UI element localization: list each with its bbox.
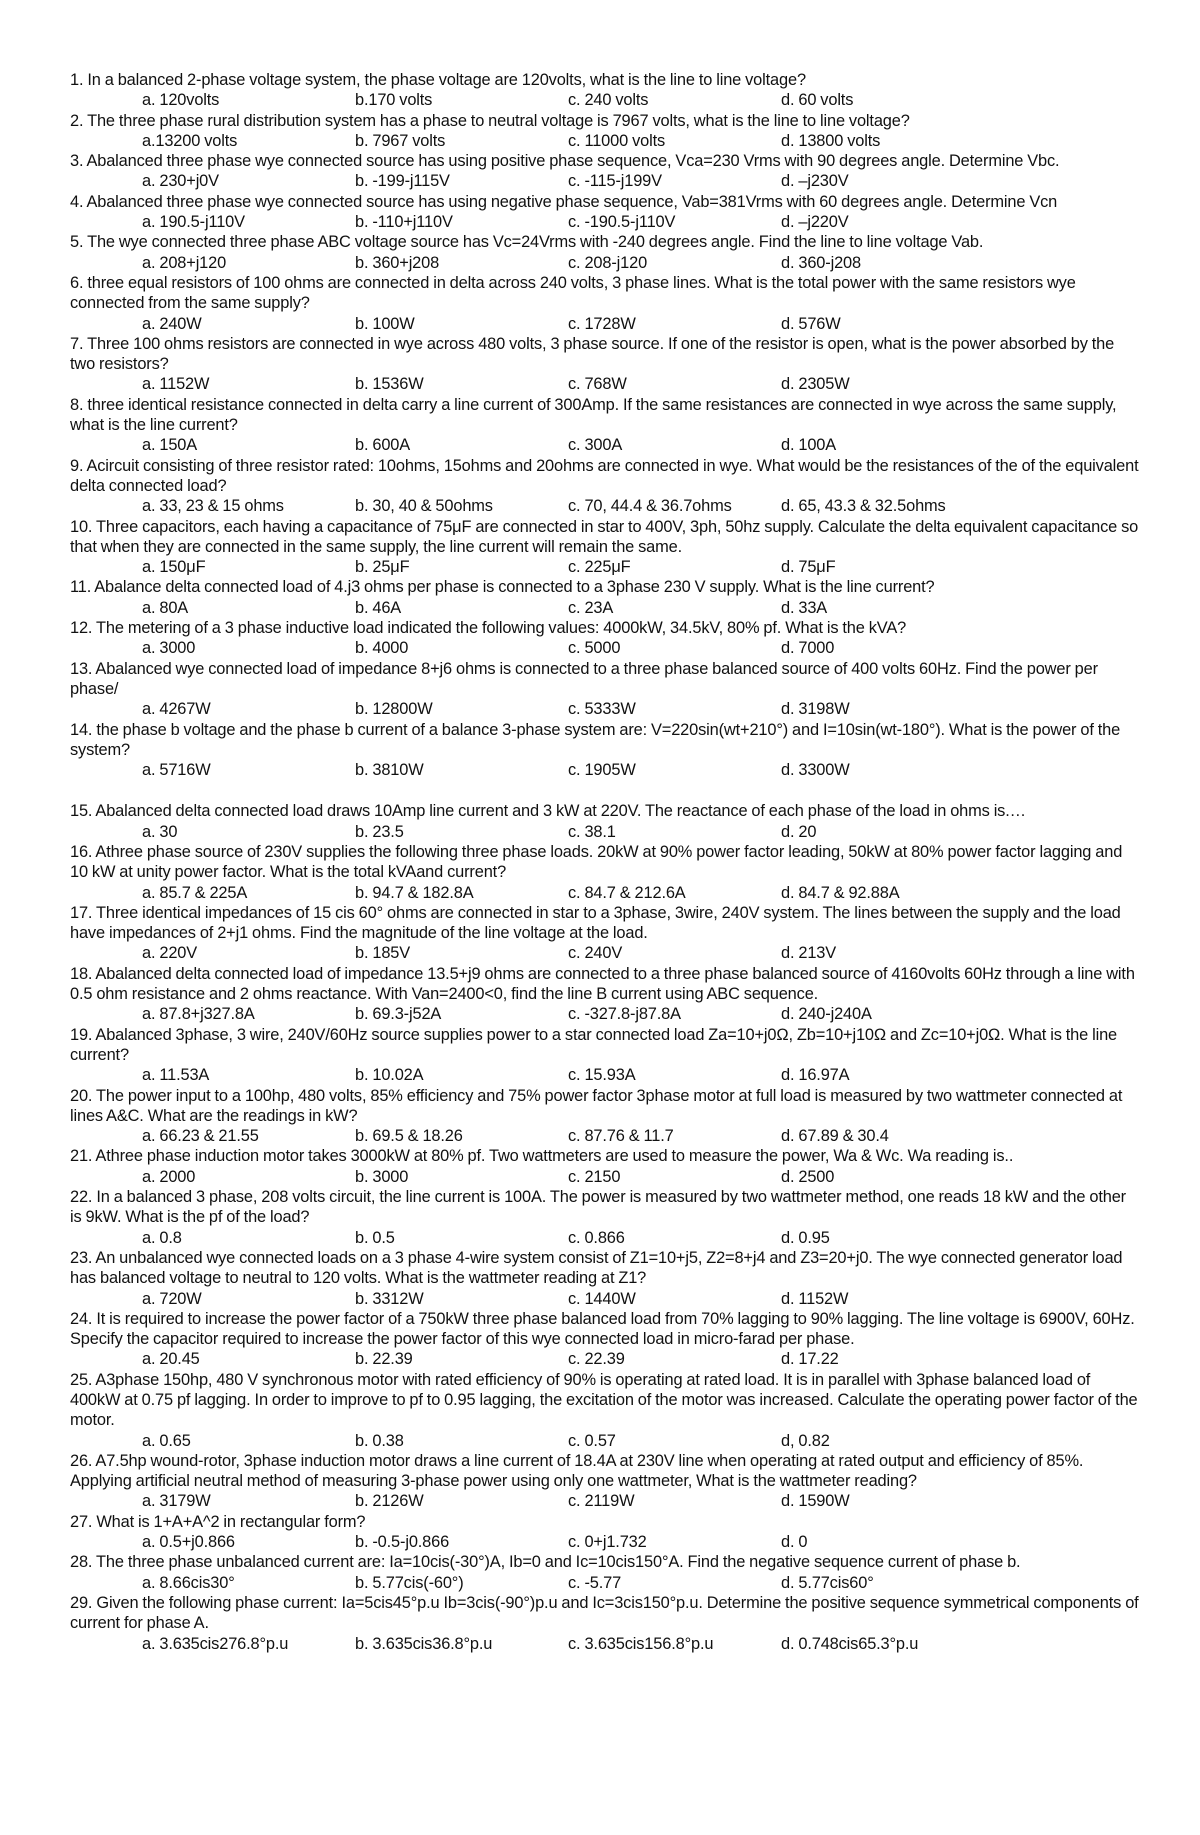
answer-choice-b: b. 10.02A: [355, 1066, 424, 1085]
answer-choice-a: a. 80A: [142, 598, 189, 617]
answer-choice-c: c. -5.77: [568, 1573, 622, 1592]
answer-choice-c: c. 208-j120: [568, 253, 648, 272]
answer-choice-d: d. 60 volts: [781, 91, 854, 110]
answer-choice-b: b. 3312W: [355, 1289, 424, 1308]
answer-choice-a: a. 0.5+j0.866: [142, 1533, 235, 1552]
answer-choice-a: a. 120volts: [142, 91, 220, 110]
answer-choice-d: d. 213V: [781, 944, 837, 963]
question-text: 3. Abalanced three phase wye connected source has using positive phase sequence, Vca=230 Vrms with 90 degrees angle. Determine Vbc.: [70, 152, 1060, 171]
answer-choices: [70, 1167, 1140, 1187]
answer-choice-b: b.170 volts: [355, 91, 433, 110]
question-text: 22. In a balanced 3 phase, 208 volts circuit, the line current is 100A. The power is measured by two wattmeter method, one reads 18 kW and the other is 9kW. What is the pf of the load?: [70, 1188, 1126, 1227]
answer-choices: [70, 374, 1140, 394]
answer-choices: [70, 760, 1140, 780]
question-sheet: [70, 70, 1140, 1654]
question-item: [70, 964, 1140, 1025]
question-item: [70, 1370, 1140, 1451]
answer-choice-b: b. 0.38: [355, 1431, 404, 1450]
answer-choices: [70, 557, 1140, 577]
question-text: 21. Athree phase induction motor takes 3000kW at 80% pf. Two wattmeters are used to measure the power, Wa & Wc. Wa reading is..: [70, 1147, 1014, 1166]
answer-choice-a: a. 0.8: [142, 1228, 182, 1247]
question-text: 27. What is 1+A+A^2 in rectangular form?: [70, 1512, 366, 1531]
question-item: [70, 1451, 1140, 1512]
question-text: 10. Three capacitors, each having a capacitance of 75μF are connected in star to 400V, 3ph, 50hz supply. Calculate the delta equivalent capacitance so that when they are connected in the same supply, the line current will remain the same.: [70, 517, 1139, 556]
answer-choice-d: d. 1590W: [781, 1492, 850, 1511]
answer-choice-d: d. 33A: [781, 598, 828, 617]
answer-choices: [70, 1431, 1140, 1451]
answer-choice-b: b. 69.3-j52A: [355, 1005, 442, 1024]
answer-choice-d: d. 0.95: [781, 1228, 830, 1247]
answer-choice-b: b. 94.7 & 182.8A: [355, 883, 474, 902]
question-text: 12. The metering of a 3 phase inductive load indicated the following values: 4000kW, 34.5kV, 80% pf. What is the kVA?: [70, 619, 907, 638]
answer-choice-c: c. 0+j1.732: [568, 1533, 647, 1552]
answer-choice-b: b. 100W: [355, 314, 415, 333]
question-text: 20. The power input to a 100hp, 480 volts, 85% efficiency and 75% power factor 3phase motor at full load is measured by two wattmeter connected at lines A&C. What are the readings in kW?: [70, 1086, 1123, 1125]
question-text: 28. The three phase unbalanced current are: Ia=10cis(-30°)A, Ib=0 and Ic=10cis150°A. Find the negative sequence current of phase b.: [70, 1553, 1021, 1572]
answer-choice-b: b. 3.635cis36.8°p.u: [355, 1634, 493, 1653]
answer-choice-a: a. 2000: [142, 1167, 196, 1186]
answer-choices: [70, 638, 1140, 658]
answer-choice-a: a. 3179W: [142, 1492, 211, 1511]
answer-choice-c: c. -327.8-j87.8A: [568, 1005, 681, 1024]
question-text: 8. three identical resistance connected in delta carry a line current of 300Amp. If the same resistances are connected in wye across the same supply, what is the line current?: [70, 395, 1117, 435]
answer-choices: [70, 171, 1140, 191]
answer-choice-a: a. 0.65: [142, 1431, 191, 1450]
question-item: [70, 720, 1140, 781]
answer-choices: [70, 314, 1140, 334]
answer-choice-d: d. 67.89 & 30.4: [781, 1127, 889, 1146]
question-item: [70, 1309, 1140, 1370]
answer-choice-d: d. 1152W: [781, 1289, 849, 1308]
answer-choice-a: a. 240W: [142, 314, 202, 333]
answer-choice-d: d. 576W: [781, 314, 841, 333]
question-item: [70, 517, 1140, 578]
answer-choice-d: d. 360-j208: [781, 253, 861, 272]
answer-choices: [70, 253, 1140, 273]
answer-choice-a: a. 30: [142, 822, 178, 841]
question-item: [70, 1025, 1140, 1086]
answer-choice-d: d. 2500: [781, 1167, 835, 1186]
answer-choice-c: c. 15.93A: [568, 1066, 636, 1085]
question-item: [70, 334, 1140, 395]
answer-choice-c: c. 22.39: [568, 1350, 625, 1369]
question-item: [70, 456, 1140, 517]
answer-choice-c: c. 0.57: [568, 1431, 616, 1450]
answer-choice-b: b. 23.5: [355, 822, 404, 841]
answer-choices: [70, 943, 1140, 963]
answer-choice-d: d. 5.77cis60°: [781, 1573, 874, 1592]
answer-choice-a: a. 4267W: [142, 700, 211, 719]
answer-choices: [70, 1289, 1140, 1309]
answer-choices: [70, 883, 1140, 903]
answer-choice-d: d. 3300W: [781, 761, 850, 780]
answer-choices: [70, 1228, 1140, 1248]
answer-choices: [70, 1126, 1140, 1146]
answer-choice-a: a. 3000: [142, 639, 196, 658]
question-item: [70, 842, 1140, 903]
answer-choice-a: a. 5716W: [142, 761, 211, 780]
answer-choices: [70, 598, 1140, 618]
question-text: 19. Abalanced 3phase, 3 wire, 240V/60Hz source supplies power to a star connected load Za=10+j0Ω, Zb=10+j10Ω and Zc=10+j0Ω. What is the line current?: [70, 1025, 1118, 1064]
answer-choice-d: d. 20: [781, 822, 817, 841]
answer-choices: [70, 496, 1140, 516]
answer-choice-d: d. 16.97A: [781, 1066, 850, 1085]
answer-choice-b: b. 600A: [355, 436, 411, 455]
answer-choice-b: b. 3810W: [355, 761, 424, 780]
question-item: [70, 1086, 1140, 1147]
answer-choice-d: d. 0.748cis65.3°p.u: [781, 1634, 919, 1653]
answer-choice-b: b. -0.5-j0.866: [355, 1533, 450, 1552]
question-item: [70, 1512, 1140, 1553]
answer-choices: [70, 1491, 1140, 1511]
question-item: [70, 151, 1140, 192]
answer-choice-c: c. 23A: [568, 598, 614, 617]
answer-choices: [70, 699, 1140, 719]
answer-choice-b: b. 185V: [355, 944, 411, 963]
answer-choice-c: c. 768W: [568, 375, 627, 394]
answer-choices: [70, 822, 1140, 842]
answer-choice-c: c. 240V: [568, 944, 623, 963]
question-item: [70, 577, 1140, 618]
question-item: [70, 659, 1140, 720]
answer-choice-a: a. 20.45: [142, 1350, 200, 1369]
answer-choice-a: a.13200 volts: [142, 131, 238, 150]
answer-choice-c: c. -190.5-j110V: [568, 213, 676, 232]
answer-choice-a: a. 1152W: [142, 375, 210, 394]
answer-choice-b: b. 3000: [355, 1167, 409, 1186]
question-item: [70, 903, 1140, 964]
answer-choice-b: b. 46A: [355, 598, 402, 617]
question-text: 16. Athree phase source of 230V supplies the following three phase loads. 20kW at 90% power factor leading, 50kW at 80% power factor lagging and 10 kW at unity power factor. What is the total kVAand current?: [70, 842, 1123, 882]
answer-choice-d: d. 7000: [781, 639, 835, 658]
answer-choices: [70, 1349, 1140, 1369]
answer-choice-c: c. 5000: [568, 639, 621, 658]
question-item: [70, 395, 1140, 456]
answer-choice-d: d. 13800 volts: [781, 131, 881, 150]
answer-choices: [70, 212, 1140, 232]
answer-choice-c: c. 225μF: [568, 558, 631, 577]
answer-choice-d: d, 0.82: [781, 1431, 830, 1450]
question-item: [70, 618, 1140, 659]
question-text: 25. A3phase 150hp, 480 V synchronous motor with rated efficiency of 90% is operating at rated load. It is in parallel with 3phase balanced load of 400kW at 0.75 pf lagging. In order to improve to pf to 0.95 lagging, the excitation of the motor was increased. Calculate the operating power factor of the motor.: [70, 1370, 1138, 1430]
answer-choices: [70, 1573, 1140, 1593]
question-text: 17. Three identical impedances of 15 cis 60° ohms are connected in star to a 3phase, 3wire, 240V system. The lines between the supply and the load have impedances of 2+j1 ohms. Find the magnitude of the line voltage at the load.: [70, 903, 1121, 943]
answer-choice-a: a. 150A: [142, 436, 198, 455]
question-text: 4. Abalanced three phase wye connected source has using negative phase sequence, Vab=381Vrms with 60 degrees angle. Determine Vcn: [70, 192, 1058, 211]
answer-choice-a: a. 85.7 & 225A: [142, 883, 248, 902]
question-item: [70, 70, 1140, 111]
answer-choice-b: b. 4000: [355, 639, 409, 658]
question-item: [70, 1146, 1140, 1187]
question-text: 26. A7.5hp wound-rotor, 3phase induction motor draws a line current of 18.4A at 230V line when operating at rated output and efficiency of 85%. Applying artificial neutral method of measuring 3-phase power using only one wattmeter, What is the wattmeter reading?: [70, 1451, 1084, 1491]
question-text: 2. The three phase rural distribution system has a phase to neutral voltage is 7967 volts, what is the line to line voltage?: [70, 111, 910, 130]
answer-choice-b: b. 22.39: [355, 1350, 413, 1369]
answer-choice-b: b. 5.77cis(-60°): [355, 1573, 464, 1592]
question-text: 13. Abalanced wye connected load of impedance 8+j6 ohms is connected to a three phase balanced source of 400 volts 60Hz. Find the power per phase/: [70, 659, 1098, 698]
answer-choice-b: b. 25μF: [355, 558, 410, 577]
question-item: [70, 192, 1140, 233]
answer-choice-d: d. 65, 43.3 & 32.5ohms: [781, 497, 946, 516]
question-text: 18. Abalanced delta connected load of impedance 13.5+j9 ohms are connected to a three phase balanced source of 4160volts 60Hz through a line with 0.5 ohm resistance and 2 ohms reactance. With Van=2400<0, find the line B current using ABC sequence.: [70, 964, 1135, 1004]
answer-choice-b: b. 69.5 & 18.26: [355, 1127, 463, 1146]
answer-choice-a: a. 150μF: [142, 558, 206, 577]
answer-choice-c: c. 5333W: [568, 700, 636, 719]
answer-choice-d: d. 3198W: [781, 700, 850, 719]
question-text: 11. Abalance delta connected load of 4.j3 ohms per phase is connected to a 3phase 230 V supply. What is the line current?: [70, 578, 935, 597]
answer-choices: [70, 1634, 1140, 1654]
answer-choice-c: c. 84.7 & 212.6A: [568, 883, 686, 902]
answer-choice-b: b. 1536W: [355, 375, 424, 394]
answer-choice-b: b. -199-j115V: [355, 172, 450, 191]
answer-choice-c: c. 2150: [568, 1167, 621, 1186]
question-text: 15. Abalanced delta connected load draws 10Amp line current and 3 kW at 220V. The reactance of each phase of the load in ohms is.…: [70, 802, 1026, 821]
answer-choice-b: b. 2126W: [355, 1492, 424, 1511]
question-item: [70, 1552, 1140, 1593]
answer-choice-a: a. 3.635cis276.8°p.u: [142, 1634, 289, 1653]
answer-choices: [70, 131, 1140, 151]
answer-choice-d: d. –j220V: [781, 213, 849, 232]
question-text: 5. The wye connected three phase ABC voltage source has Vc=24Vrms with -240 degrees angle. Find the line to line voltage Vab.: [70, 233, 984, 252]
answer-choice-a: a. 66.23 & 21.55: [142, 1127, 259, 1146]
answer-choice-c: c. 0.866: [568, 1228, 625, 1247]
answer-choice-a: a. 33, 23 & 15 ohms: [142, 497, 284, 516]
question-item: [70, 1593, 1140, 1654]
answer-choice-c: c. 70, 44.4 & 36.7ohms: [568, 497, 732, 516]
answer-choices: [70, 1532, 1140, 1552]
answer-choice-c: c. 38.1: [568, 822, 616, 841]
answer-choice-c: c. -115-j199V: [568, 172, 662, 191]
answer-choice-a: a. 11.53A: [142, 1066, 210, 1085]
answer-choices: [70, 435, 1140, 455]
answer-choice-a: a. 208+j120: [142, 253, 227, 272]
answer-choice-d: d. 0: [781, 1533, 808, 1552]
answer-choice-c: c. 1905W: [568, 761, 636, 780]
answer-choices: [70, 1065, 1140, 1085]
question-text: 23. An unbalanced wye connected loads on a 3 phase 4-wire system consist of Z1=10+j5, Z2=8+j4 and Z3=20+j0. The wye connected generator load has balanced voltage to neutral to 120 volts. What is the wattmeter reading at Z1?: [70, 1248, 1123, 1288]
answer-choice-a: a. 8.66cis30°: [142, 1573, 235, 1592]
answer-choice-c: c. 3.635cis156.8°p.u: [568, 1634, 714, 1653]
answer-choice-d: d. –j230V: [781, 172, 849, 191]
answer-choice-c: c. 2119W: [568, 1492, 635, 1511]
answer-choice-a: a. 230+j0V: [142, 172, 219, 191]
answer-choices: [70, 90, 1140, 110]
answer-choice-a: a. 220V: [142, 944, 198, 963]
question-item: [70, 1187, 1140, 1248]
question-text: 7. Three 100 ohms resistors are connected in wye across 480 volts, 3 phase source. If one of the resistor is open, what is the power absorbed by the two resistors?: [70, 334, 1115, 374]
answer-choice-b: b. 0.5: [355, 1228, 395, 1247]
answer-choice-b: b. 360+j208: [355, 253, 440, 272]
answer-choice-b: b. 12800W: [355, 700, 433, 719]
question-text: 6. three equal resistors of 100 ohms are connected in delta across 240 volts, 3 phase lines. What is the total power with the same resistors wye connected from the same supply?: [70, 273, 1076, 313]
question-item: [70, 1248, 1140, 1309]
question-text: 1. In a balanced 2-phase voltage system, the phase voltage are 120volts, what is the line to line voltage?: [70, 71, 806, 89]
question-item: [70, 801, 1140, 842]
answer-choice-a: a. 87.8+j327.8A: [142, 1005, 255, 1024]
answer-choice-c: c. 87.76 & 11.7: [568, 1127, 674, 1146]
answer-choice-a: a. 720W: [142, 1289, 202, 1308]
question-text: 14. the phase b voltage and the phase b current of a balance 3-phase system are: V=220sin(wt+210°) and I=10sin(wt-180°). What is the power of the system?: [70, 720, 1121, 759]
question-item: [70, 111, 1140, 152]
question-item: [70, 273, 1140, 334]
answer-choice-c: c. 1728W: [568, 314, 636, 333]
answer-choice-d: d. 2305W: [781, 375, 850, 394]
answer-choice-c: c. 1440W: [568, 1289, 636, 1308]
answer-choice-b: b. -110+j110V: [355, 213, 453, 232]
answer-choice-d: d. 240-j240A: [781, 1005, 872, 1024]
answer-choice-d: d. 100A: [781, 436, 837, 455]
answer-choice-b: b. 7967 volts: [355, 131, 446, 150]
answer-choice-d: d. 84.7 & 92.88A: [781, 883, 900, 902]
answer-choice-c: c. 11000 volts: [568, 131, 666, 150]
answer-choice-c: c. 240 volts: [568, 91, 649, 110]
question-text: 9. Acircuit consisting of three resistor rated: 10ohms, 15ohms and 20ohms are connected in wye. What would be the resistances of the of the equivalent delta connected load?: [70, 456, 1139, 495]
answer-choices: [70, 1004, 1140, 1024]
answer-choice-b: b. 30, 40 & 50ohms: [355, 497, 493, 516]
question-text: 24. It is required to increase the power factor of a 750kW three phase balanced load from 70% lagging to 90% lagging. The line voltage is 6900V, 60Hz. Specify the capacitor required to increase the power factor of this wye connected load in micro-farad per phase.: [70, 1309, 1135, 1349]
answer-choice-d: d. 75μF: [781, 558, 836, 577]
answer-choice-a: a. 190.5-j110V: [142, 213, 245, 232]
answer-choice-c: c. 300A: [568, 436, 623, 455]
question-item: [70, 232, 1140, 273]
answer-choice-d: d. 17.22: [781, 1350, 839, 1369]
question-text: 29. Given the following phase current: Ia=5cis45°p.u Ib=3cis(-90°)p.u and Ic=3cis150°p.u. Determine the positive sequence symmetrical components of current for phase A.: [70, 1593, 1139, 1633]
